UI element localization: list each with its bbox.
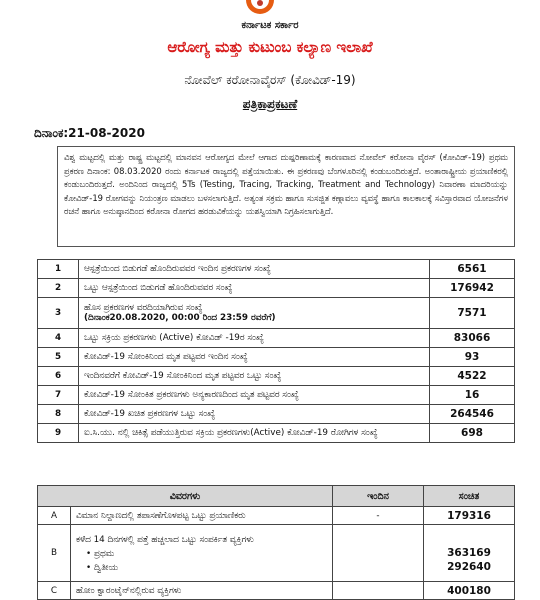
- primary-contacts-label: • ಪ್ರಥಮ: [86, 549, 115, 559]
- stats-row-label: ಒಟ್ಟು ಆಸ್ಪತ್ರೆಯಿಂದ ಬಿಡುಗಡೆ ಹೊಂದಿರುವವರ ಸಂಖ್ಯೆ: [79, 279, 430, 298]
- document-subtitle: ನೋವೆಲ್ ಕರೋನಾವೈರಸ್ (ಕೋವಿಡ್-19): [184, 73, 356, 87]
- row-label-text: ಕಳೆದ 14 ದಿನಗಳಲ್ಲಿ ಪತ್ತೆ ಹಚ್ಚಲಾದ ಒಟ್ಟು ಸಂಪರ್ಕಿತ ವ್ಯಕ್ತಿಗಳು: [76, 535, 254, 545]
- intro-paragraph: ವಿಶ್ವ ಮಟ್ಟದಲ್ಲಿ ಮತ್ತು ರಾಷ್ಟ್ರ ಮಟ್ಟದಲ್ಲಿ ಮಾನವನ ಆರೋಗ್ಯದ ಮೇಲೆ ಆಗಾದ ದುಷ್ಪರಿಣಾಮಕ್ಕೆ ಕಾರಣವಾದ ನೋವೆಲ್ ಕರೋನಾ ವೈರಸ್ (ಕೋವಿಡ್-19) ಪ್ರಥಮ ಪ್ರಕರಣ ದಿನಾಂಕ: 08.03.2020 ರಂದು ಕರ್ನಾಟಕ ರಾಜ್ಯದಲ್ಲಿ ಪತ್ತೆಯಾಯಿತು. ಈ ಪ್ರಕರಣವು ಬೆಂಗಳೂರಿನಲ್ಲಿ ಕಂಡುಬಂದಿರುತ್ತದೆ. ಅಂತಾರಾಷ್ಟ್ರೀಯ ಪ್ರಯಾಣಿಕರಲ್ಲಿ ಕಂಡುಬಂದಿರುತ್ತದೆ. ಅಂದಿನಿಂದ ರಾಜ್ಯದಲ್ಲಿ 5Ts (Testing, Tracing, Tracking, Treatment and Technology) ನಿವಾರಣಾ ಮಾದರಿಯನ್ನು ಕೋವಿಡ್-19 ರೋಗವನ್ನು ನಿಯಂತ್ರಣ ಮಾಡಲು ಬಳಸಲಾಗುತ್ತಿದೆ. ಅತ್ಯಂತ ಸಕ್ರಮ ಹಾಗೂ ಸುಸಜ್ಜಿತ ಕಣ್ಗಾವಲು ವ್ಯವಸ್ಥೆ ಹಾಗೂ ಕಾಲಕಾಲಕ್ಕೆ ಸವಿಸ್ತಾರವಾದ ಯೋಜನೆಗಳ ರಚನೆ ಹಾಗೂ ಅನುಷ್ಠಾನದಿಂದ ಕರೋನಾ ರೋಗದ ಹರಡುವಿಕೆಯನ್ನು ಯಶಸ್ವಿಯಾಗಿ ನಿಗ್ರಹಿಸಲಾಗುತ್ತಿದೆ.: [57, 146, 515, 247]
- government-title: ಕರ್ನಾಟಕ ಸರ್ಕಾರ: [241, 20, 299, 31]
- stats-label-text: ಹೊಸ ಪ್ರಕರಣಗಳ ವರದಿಯಾಗಿರುವ ಸಂಖ್ಯೆ: [84, 303, 203, 313]
- stats-row-value: 93: [430, 348, 515, 367]
- row-total-value: 179316: [424, 507, 515, 525]
- row-today-value: -: [333, 507, 424, 525]
- row-total-value: 400180: [424, 582, 515, 600]
- covid-stats-table: [37, 259, 515, 443]
- stats-row-number: 8: [38, 405, 79, 424]
- stats-row-number: 1: [38, 260, 79, 279]
- stats-row-number: 3: [38, 298, 79, 329]
- row-today-value: [333, 582, 424, 600]
- stats-row-value: 176942: [430, 279, 515, 298]
- details-row: [38, 525, 515, 582]
- stats-row-label: ಇಂದಿನವರೆಗೆ ಕೋವಿಡ್-19 ಸೋಂಕಿನಿಂದ ಮೃತ ಪಟ್ಟವರ ಒಟ್ಟು ಸಂಖ್ಯೆ: [79, 367, 430, 386]
- stats-label-date-range: (ದಿನಾಂಕ20.08.2020, 00:00 ರಿಂದ 23:59 ರವರೆಗೆ): [84, 313, 276, 323]
- details-row: [38, 582, 515, 600]
- cumulative-header: ಸಂಚಿತ: [424, 486, 515, 507]
- stats-row: [38, 298, 515, 329]
- stats-row-value: 6561: [430, 260, 515, 279]
- row-label: [71, 525, 333, 582]
- row-label: ಹೋಂ ಕ್ವಾರಂಟೈನ್‌ನಲ್ಲಿರುವ ವ್ಯಕ್ತಿಗಳು: [71, 582, 333, 600]
- press-release-heading: ಪತ್ರಿಕಾಪ್ರಕಟಣೆ: [242, 97, 298, 111]
- stats-row-number: 2: [38, 279, 79, 298]
- department-title: ಆರೋಗ್ಯ ಮತ್ತು ಕುಟುಂಬ ಕಲ್ಯಾಣ ಇಲಾಖೆ: [167, 38, 373, 56]
- karnataka-emblem-icon: [244, 0, 276, 18]
- stats-row-number: 7: [38, 386, 79, 405]
- stats-row-value: 16: [430, 386, 515, 405]
- stats-row: [38, 367, 515, 386]
- stats-row: [38, 405, 515, 424]
- primary-contacts-total: 363169: [447, 547, 491, 559]
- row-total-value: [424, 525, 515, 582]
- stats-row-label: ಕೋವಿಡ್-19 ಸೋಂಕಿತ ಪ್ರಕರಣಗಳು ಅನ್ಯಕಾರಣದಿಂದ ಮೃತ ಪಟ್ಟವರ ಸಂಖ್ಯೆ: [79, 386, 430, 405]
- stats-row-label: [79, 298, 430, 329]
- stats-row: [38, 260, 515, 279]
- secondary-contacts-label: • ದ್ವಿತೀಯ: [86, 563, 118, 573]
- stats-row-value: 698: [430, 424, 515, 443]
- row-code: C: [38, 582, 71, 600]
- today-header: ಇಂದಿನ: [333, 486, 424, 507]
- row-today-value: [333, 525, 424, 582]
- row-label: ವಿಮಾನ ನಿಲ್ದಾಣದಲ್ಲಿ ತಪಾಸಣೆಗೊಳಪಟ್ಟ ಒಟ್ಟು ಪ್ರಯಾಣಿಕರು: [71, 507, 333, 525]
- stats-row-number: 4: [38, 329, 79, 348]
- details-header: ವಿವರಗಳು: [38, 486, 333, 507]
- stats-row-label: ಕೋವಿಡ್-19 ಖಚಿತ ಪ್ರಕರಣಗಳ ಒಟ್ಟು ಸಂಖ್ಯೆ: [79, 405, 430, 424]
- stats-row-value: 83066: [430, 329, 515, 348]
- stats-row: [38, 424, 515, 443]
- secondary-contacts-total: 292640: [447, 561, 491, 573]
- stats-row: [38, 329, 515, 348]
- stats-row: [38, 348, 515, 367]
- stats-row: [38, 279, 515, 298]
- stats-row-number: 9: [38, 424, 79, 443]
- stats-row-label: ಕೋವಿಡ್-19 ಸೋಂಕಿನಿಂದ ಮೃತ ಪಟ್ಟವರ ಇಂದಿನ ಸಂಖ್ಯೆ: [79, 348, 430, 367]
- stats-row: [38, 386, 515, 405]
- stats-row-value: 7571: [430, 298, 515, 329]
- stats-row-label: ಐ.ಸಿ.ಯು. ನಲ್ಲಿ ಚಿಕಿತ್ಸೆ ಪಡೆಯುತ್ತಿರುವ ಸಕ್ರಿಯ ಪ್ರಕರಣಗಳು(Active) ಕೋವಿಡ್-19 ರೋಗಿಗಳ ಸಂಖ್ಯೆ: [79, 424, 430, 443]
- surveillance-details-table: [37, 485, 515, 600]
- stats-row-label: ಆಸ್ಪತ್ರೆಯಿಂದ ಬಿಡುಗಡೆ ಹೊಂದಿರುವವರ ಇಂದಿನ ಪ್ರಕರಣಗಳ ಸಂಖ್ಯೆ: [79, 260, 430, 279]
- details-row: [38, 507, 515, 525]
- stats-row-number: 5: [38, 348, 79, 367]
- stats-row-value: 264546: [430, 405, 515, 424]
- stats-row-label: ಒಟ್ಟು ಸಕ್ರಿಯ ಪ್ರಕರಣಗಳು (Active) ಕೋವಿಡ್ -19ರ ಸಂಖ್ಯೆ: [79, 329, 430, 348]
- row-code: A: [38, 507, 71, 525]
- release-date: ದಿನಾಂಕ:21-08-2020: [34, 126, 145, 140]
- row-code: B: [38, 525, 71, 582]
- details-header-row: [38, 486, 515, 507]
- stats-row-value: 4522: [430, 367, 515, 386]
- stats-row-number: 6: [38, 367, 79, 386]
